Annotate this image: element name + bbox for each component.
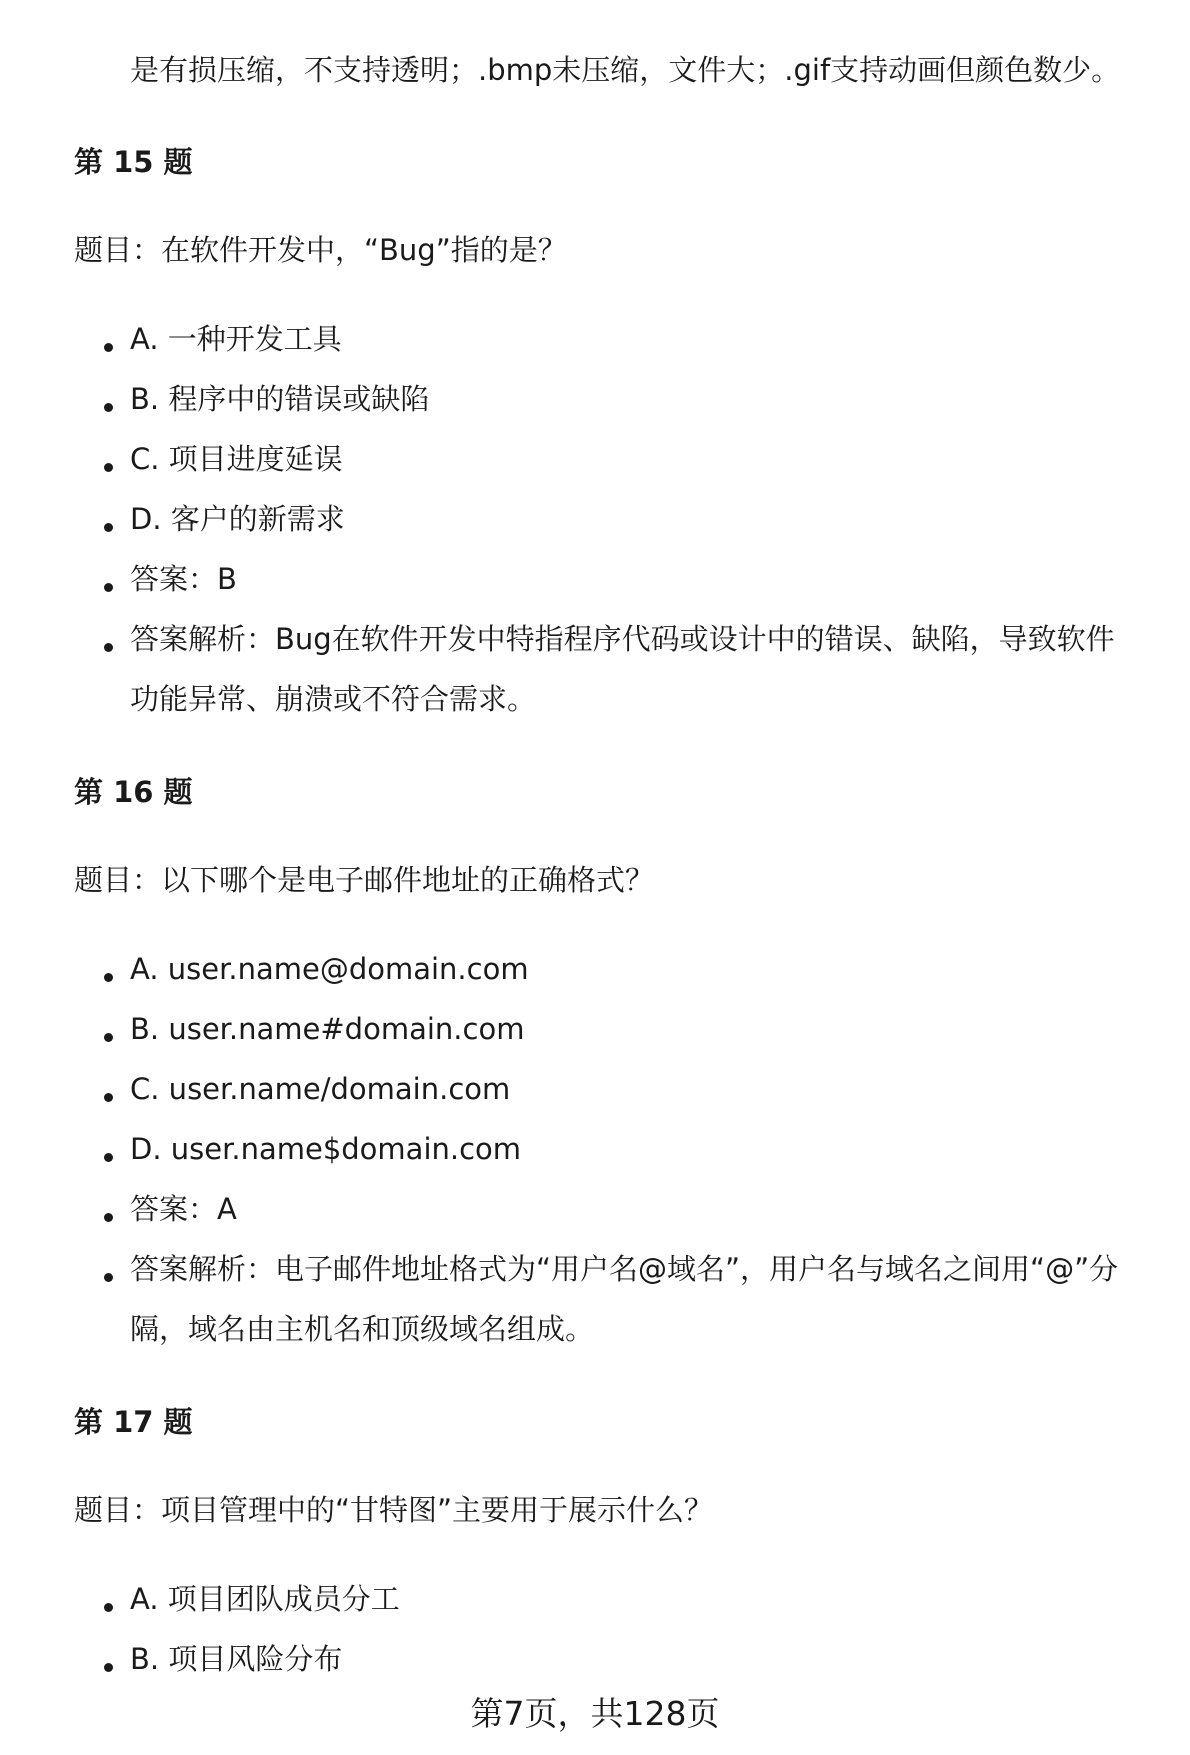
question-15-text: 题目：在软件开发中，“Bug”指的是？ [74, 233, 567, 267]
bullet-icon [104, 973, 113, 982]
question-16-option-a: A. user.name@domain.com [130, 952, 529, 986]
bullet-icon [104, 1153, 113, 1162]
question-15-option-d: D. 客户的新需求 [130, 502, 345, 536]
bullet-icon [104, 1603, 113, 1612]
question-15-option-c: C. 项目进度延误 [130, 442, 343, 476]
question-15-explanation-cont: 功能异常、崩溃或不符合需求。 [130, 682, 537, 716]
question-15-option-b: B. 程序中的错误或缺陷 [130, 382, 430, 416]
question-17-option-a: A. 项目团队成员分工 [130, 1582, 400, 1616]
question-16-answer: 答案：A [130, 1192, 237, 1226]
page-number-footer: 第7页，共128页 [470, 1694, 720, 1733]
question-17-heading: 第 17 题 [74, 1405, 193, 1439]
bullet-icon [104, 403, 113, 412]
bullet-icon [104, 343, 113, 352]
question-15-heading: 第 15 题 [74, 145, 193, 179]
intro-text: 是有损压缩，不支持透明；.bmp未压缩，文件大；.gif支持动画但颜色数少。 [130, 53, 1121, 87]
question-16-option-c: C. user.name/domain.com [130, 1072, 511, 1106]
bullet-icon [104, 463, 113, 472]
question-16-text: 题目：以下哪个是电子邮件地址的正确格式？ [74, 863, 655, 897]
bullet-icon [104, 1663, 113, 1672]
bullet-icon [104, 523, 113, 532]
question-15-explanation: 答案解析：Bug在软件开发中特指程序代码或设计中的错误、缺陷，导致软件 [130, 622, 1115, 656]
question-16-explanation: 答案解析：电子邮件地址格式为“用户名@域名”，用户名与域名之间用“@”分 [130, 1252, 1119, 1286]
question-16-heading: 第 16 题 [74, 775, 193, 809]
bullet-icon [104, 583, 113, 592]
bullet-icon [104, 1273, 113, 1282]
bullet-icon [104, 643, 113, 652]
bullet-icon [104, 1033, 113, 1042]
question-17-option-b: B. 项目风险分布 [130, 1642, 343, 1676]
question-15-option-a: A. 一种开发工具 [130, 322, 342, 356]
question-17-text: 题目：项目管理中的“甘特图”主要用于展示什么？ [74, 1493, 714, 1527]
question-15-answer: 答案：B [130, 562, 237, 596]
bullet-icon [104, 1093, 113, 1102]
bullet-icon [104, 1213, 113, 1222]
question-16-option-b: B. user.name#domain.com [130, 1012, 525, 1046]
question-16-option-d: D. user.name$domain.com [130, 1132, 522, 1166]
question-16-explanation-cont: 隔，域名由主机名和顶级域名组成。 [130, 1312, 595, 1346]
